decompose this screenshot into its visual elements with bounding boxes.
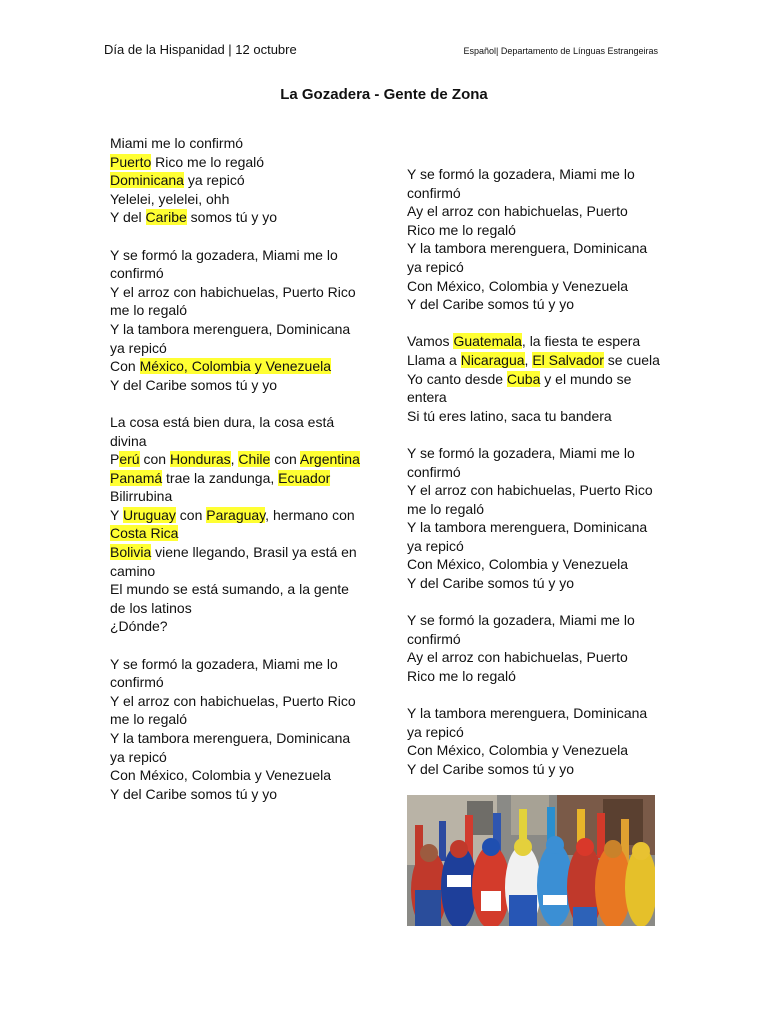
lyric-line: Y el arroz con habichuelas, Puerto Rico (110, 692, 356, 709)
lyric-text: Con (110, 358, 140, 375)
lyric-line: Y se formó la gozadera, Miami me lo (407, 444, 635, 461)
stanza (407, 704, 662, 778)
lyric-line: Y el arroz con habichuelas, Puerto Rico (407, 482, 653, 499)
lyric-line: Y se formó la gozadera, Miami me lo (407, 612, 635, 629)
lyric-line: confirmó (407, 463, 461, 480)
lyric-line: Bilirrubina (110, 488, 173, 505)
lyric-line: de los latinos (110, 599, 192, 616)
lyric-text: , hermano con (265, 506, 355, 523)
lyric-line: me lo regaló (407, 500, 485, 517)
lyric-line (110, 524, 365, 543)
lyric-line: Y se formó la gozadera, Miami me lo (407, 166, 635, 182)
lyrics-right-column (407, 165, 662, 797)
lyric-line: divina (110, 432, 147, 449)
lyric-line (110, 543, 365, 562)
lyric-text: con (175, 506, 207, 523)
highlighted-country: Paraguay (206, 506, 266, 523)
lyric-line (110, 357, 365, 376)
lyric-text: , (230, 451, 239, 468)
highlighted-country: Ecuador (278, 469, 331, 486)
lyric-line: Miami me lo confirmó (110, 135, 244, 151)
lyric-line: Y del Caribe somos tú y yo (407, 575, 575, 592)
highlighted-country: Uruguay (122, 506, 176, 523)
lyric-text: viene llegando, Brasil ya está en (151, 544, 357, 561)
highlighted-country: Cuba (506, 370, 541, 387)
lyric-line: Y se formó la gozadera, Miami me lo (110, 246, 338, 263)
lyric-text: con (139, 451, 170, 468)
highlighted-country: Caribe (145, 209, 187, 226)
lyric-line: ¿Dónde? (110, 618, 168, 635)
lyric-line (407, 332, 662, 351)
lyric-line: me lo regaló (110, 711, 188, 728)
lyrics-left-column (110, 134, 365, 822)
lyric-text: Vamos (407, 333, 454, 350)
lyric-line: Y la tambora merenguera, Dominicana (110, 320, 351, 337)
lyric-text: con (270, 451, 300, 468)
highlighted-country: erú (119, 451, 140, 468)
lyric-text: Y (110, 506, 123, 523)
lyric-line: Y la tambora merenguera, Dominicana (110, 730, 351, 746)
lyric-line: ya repicó (110, 748, 167, 765)
lyric-line: El mundo se está sumando, a la gente (110, 581, 349, 598)
lyric-line: Rico me lo regaló (407, 668, 516, 685)
header-left: Día de la Hispanidad | 12 octubre (104, 42, 297, 57)
stanza (407, 444, 662, 593)
lyric-line: Y del Caribe somos tú y yo (110, 785, 278, 802)
lyric-line: confirmó (110, 674, 164, 691)
lyric-line (110, 153, 365, 172)
lyric-line: Con México, Colombia y Venezuela (110, 767, 332, 784)
stanza (110, 413, 365, 636)
lyric-text: ya repicó (183, 172, 245, 189)
lyric-line: Y la tambora merenguera, Dominicana (407, 519, 648, 536)
highlighted-country: Puerto (110, 153, 152, 170)
lyric-line: ya repicó (407, 537, 464, 554)
lyric-text: Yo canto desde (407, 370, 507, 387)
lyric-line (407, 370, 662, 389)
highlighted-country: El Salvador (532, 351, 604, 368)
lyric-text: y el mundo se (540, 370, 632, 387)
highlighted-country: Costa Rica (110, 525, 179, 542)
stanza (407, 165, 662, 314)
lyric-line: Si tú eres latino, saca tu bandera (407, 407, 612, 424)
highlighted-country: Nicaragua (460, 351, 525, 368)
highlighted-country: Panamá (110, 469, 163, 486)
lyric-text: , la fiesta te espera (521, 333, 641, 350)
highlighted-country: México, Colombia y Venezuela (139, 358, 332, 375)
lyric-text: P (110, 451, 120, 468)
lyric-line (110, 208, 365, 227)
lyric-line: camino (110, 562, 156, 579)
stanza (407, 611, 662, 685)
highlighted-country: Argentina (299, 451, 360, 468)
lyric-line: entera (407, 389, 447, 406)
lyric-line: confirmó (407, 184, 461, 201)
lyric-line (110, 450, 365, 469)
lyric-text: , (524, 351, 533, 368)
highlighted-country: Guatemala (453, 333, 522, 350)
lyric-line: ya repicó (110, 339, 167, 356)
lyric-line: Ay el arroz con habichuelas, Puerto (407, 649, 628, 666)
lyric-line: Y del Caribe somos tú y yo (110, 376, 278, 393)
lyric-line: Ay el arroz con habichuelas, Puerto (407, 203, 628, 220)
stanza (110, 655, 365, 804)
stanza (407, 332, 662, 425)
lyric-line: confirmó (407, 630, 461, 647)
lyric-line (110, 171, 365, 190)
lyric-text: Y del (110, 209, 146, 226)
stanza (110, 246, 365, 395)
lyric-line: Y del Caribe somos tú y yo (407, 761, 575, 777)
highlighted-country: Honduras (169, 451, 231, 468)
lyric-line: La cosa está bien dura, la cosa está (110, 413, 335, 430)
lyric-line: Y la tambora merenguera, Dominicana (407, 240, 648, 257)
lyric-line: me lo regaló (110, 302, 188, 319)
header-right: Español| Departamento de Línguas Estrangeiras (463, 46, 658, 56)
lyric-text: se cuela (603, 351, 660, 368)
lyric-line (407, 351, 662, 370)
lyric-line: Yelelei, yelelei, ohh (110, 190, 230, 207)
lyric-line: Y del Caribe somos tú y yo (407, 296, 575, 313)
lyric-text: Rico me lo regaló (151, 153, 265, 170)
highlighted-country: Bolivia (110, 544, 152, 561)
lyric-line (110, 469, 365, 488)
lyric-text: trae la zandunga, (162, 469, 279, 486)
highlighted-country: Chile (238, 451, 271, 468)
lyric-line: Y la tambora merenguera, Dominicana (407, 705, 648, 722)
lyric-text: Llama a (407, 351, 461, 368)
lyric-line: ya repicó (407, 258, 464, 275)
song-title: La Gozadera - Gente de Zona (280, 86, 488, 103)
lyric-line: ya repicó (407, 723, 464, 740)
lyric-text: somos tú y yo (186, 209, 278, 226)
lyric-line (110, 506, 365, 525)
stanza (110, 134, 365, 227)
lyric-line: Rico me lo regaló (407, 221, 516, 238)
lyric-line: Y el arroz con habichuelas, Puerto Rico (110, 283, 356, 300)
people-with-flag-body-paint-image (407, 795, 655, 926)
lyric-line: confirmó (110, 265, 164, 282)
lyric-line: Con México, Colombia y Venezuela (407, 277, 629, 294)
lyric-line: Y se formó la gozadera, Miami me lo (110, 655, 338, 672)
lyric-line: Con México, Colombia y Venezuela (407, 742, 629, 759)
lyric-line: Con México, Colombia y Venezuela (407, 556, 629, 573)
highlighted-country: Dominicana (110, 172, 184, 189)
